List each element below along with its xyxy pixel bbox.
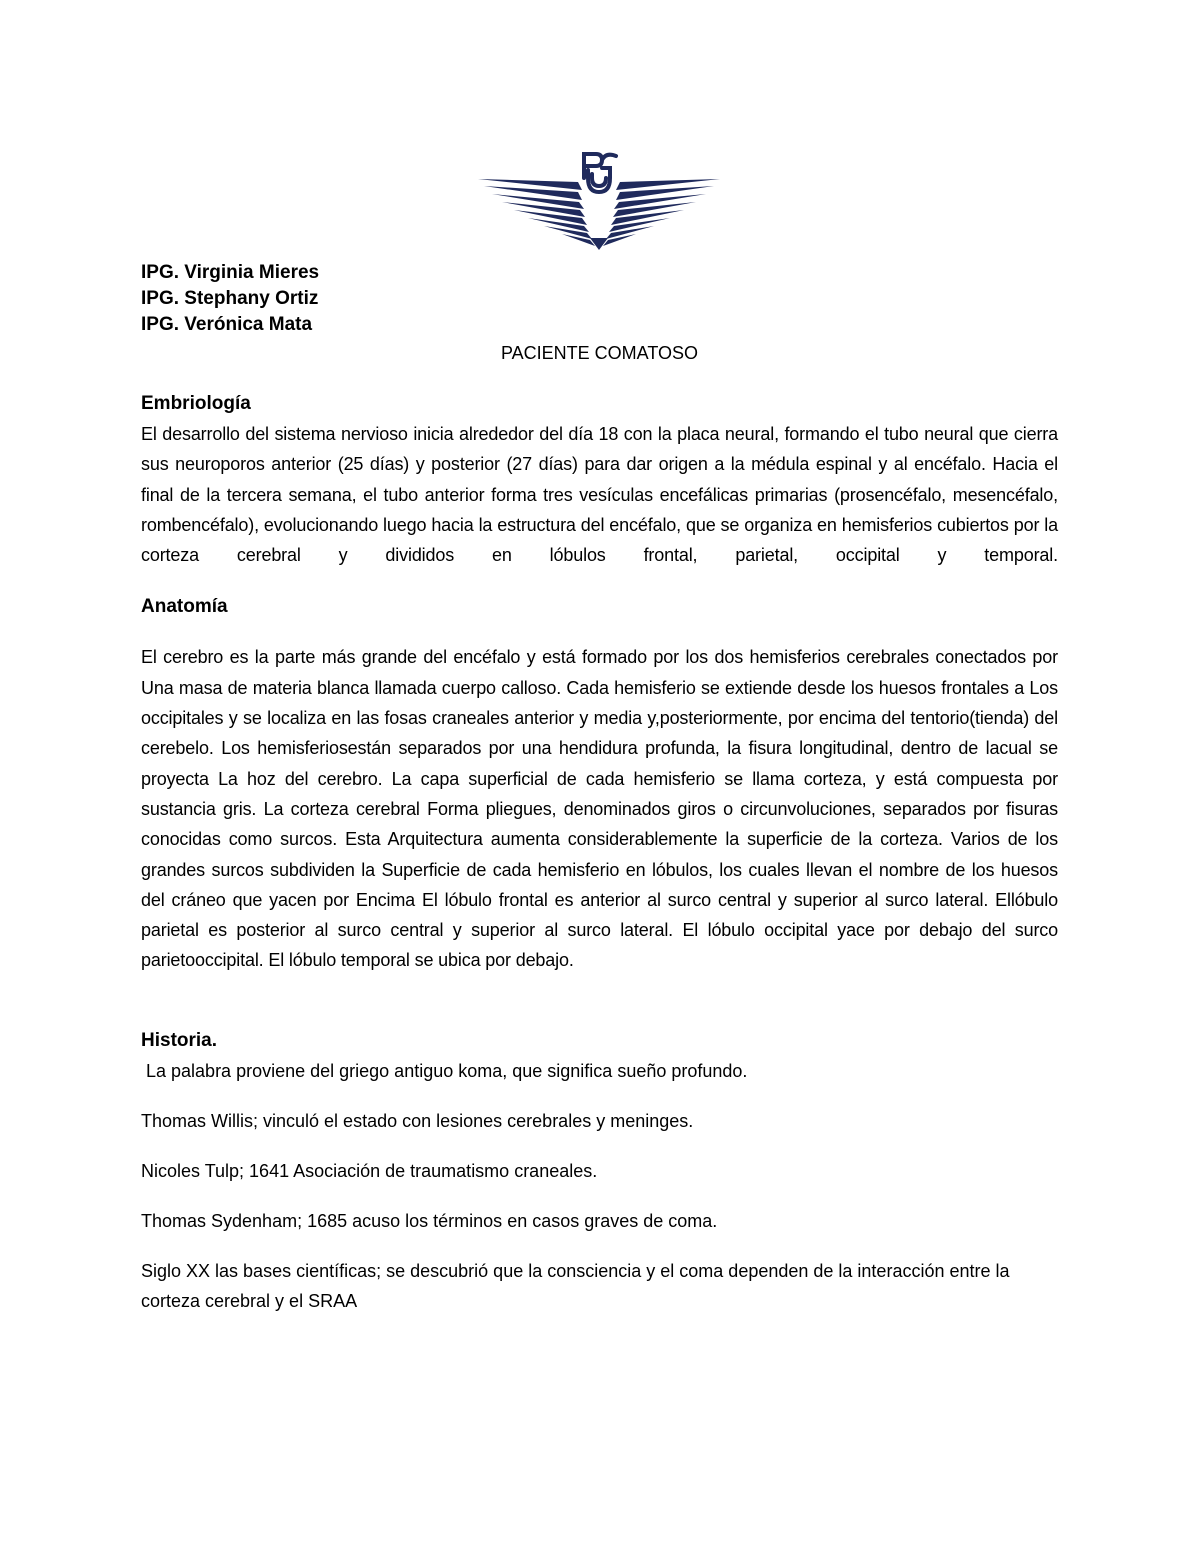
author-name: IPG. Virginia Mieres xyxy=(141,262,320,283)
section-heading-embriologia: Embriología xyxy=(141,393,251,414)
paragraph-anatomia: El cerebro es la parte más grande del encéfalo y está formado por los dos hemisferios cerebrales conectados por Una masa de materia blanca llamada cuerpo calloso. Cada hemisferio se extiende desde los huesos frontales a Los occipitales y se localiza en las fosas craneales anterior y media y,posteriormente, por encima del tentorio(tienda) del cerebelo. Los hemisferiosestán separados por una hendidura profunda, la fisura longitudinal, dentro de lacual se proyecta La hoz del cerebro. La capa superficial de cada hemisferio se llama corteza, y está compuesta por sustancia gris. La corteza cerebral Forma pliegues, denominados giros o circunvoluciones, separados por fisuras conocidas como surcos. Esta Arquitectura aumenta considerablemente la superficie de la corteza. Varios de los grandes surcos subdividen la Superficie de cada hemisferio en lóbulos, los cuales llevan el nombre de los huesos del cráneo que yacen por Encima El lóbulo frontal es anterior al surco central y superior al surco lateral. Ellóbulo parietal es posterior al surco central y superior al surco lateral. El lóbulo occipital yace por debajo del surco parietooccipital. El lóbulo temporal se ubica por debajo. xyxy=(141,647,1058,971)
paragraph-embriologia: El desarrollo del sistema nervioso inicia alrededor del día 18 con la placa neural, formando el tubo neural que cierra sus neuroporos anterior (25 días) y posterior (27 días) para dar origen a la médula espinal y al encéfalo. Hacia el final de la tercera semana, el tubo anterior forma tres vesículas encefálicas primarias (prosencéfalo, mesencéfalo, rombencéfalo), evolucionando luego hacia la estructura del encéfalo, que se organiza en hemisferios cubiertos por la corteza cerebral y divididos en lóbulos frontal, parietal, occipital y temporal. xyxy=(141,424,1058,566)
document-title: PACIENTE COMATOSO xyxy=(500,343,699,363)
document-body xyxy=(141,260,1058,1316)
historia-line: Siglo XX las bases científicas; se descubrió que la consciencia y el coma dependen de la interacción entre la corteza cerebral y el SRAA xyxy=(141,1260,1010,1311)
historia-line: Thomas Sydenham; 1685 acuso los términos en casos graves de coma. xyxy=(141,1210,718,1231)
author-name: IPG. Stephany Ortiz xyxy=(141,288,319,309)
historia-line: Nicoles Tulp; 1641 Asociación de traumatismo craneales. xyxy=(141,1160,598,1181)
historia-line: La palabra proviene del griego antiguo koma, que significa sueño profundo. xyxy=(141,1060,748,1081)
author-name: IPG. Verónica Mata xyxy=(141,314,313,335)
logo-icon xyxy=(478,148,720,250)
authors-block xyxy=(141,260,1058,338)
historia-line: Thomas Willis; vinculó el estado con lesiones cerebrales y meninges. xyxy=(141,1110,694,1131)
section-heading-anatomia: Anatomía xyxy=(141,596,228,618)
section-heading-historia: Historia. xyxy=(141,1029,218,1051)
